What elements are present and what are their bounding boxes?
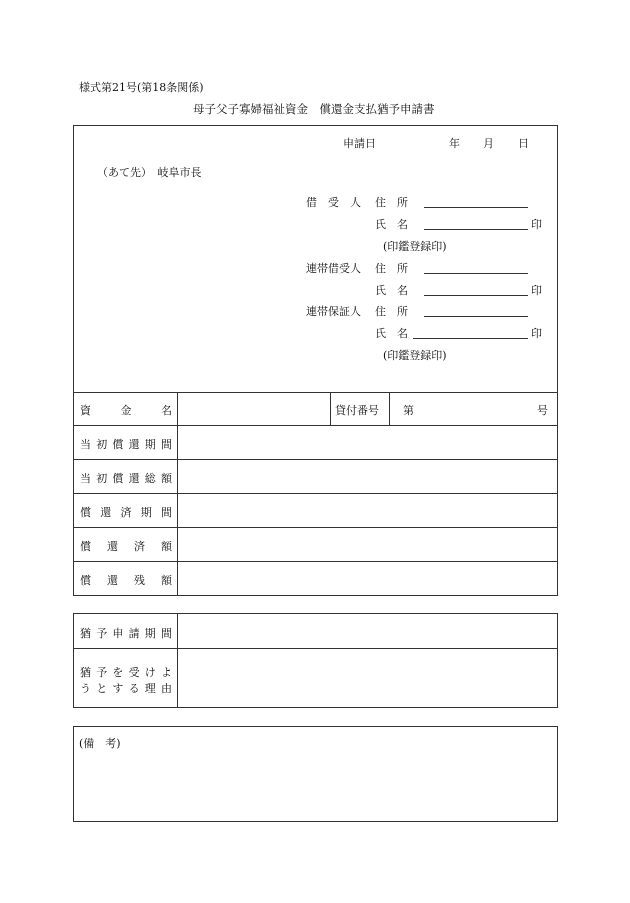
joint-borrower-address-field[interactable] — [424, 273, 528, 274]
application-date-label: 申請日 — [343, 137, 376, 150]
date-day-label: 日 — [518, 137, 529, 150]
addressee: （あて先） 岐阜市長 — [97, 166, 202, 179]
initial-repayment-total-label: 当 初 償 還 総 額 — [80, 472, 172, 485]
borrower-name-label: 氏 名 — [375, 218, 408, 231]
borrower-name-field[interactable] — [424, 229, 528, 230]
borrower-address-label: 住 所 — [375, 196, 408, 209]
initial-repayment-period-field[interactable] — [178, 426, 557, 458]
repaid-period-label: 償 還 済 期 間 — [80, 506, 172, 519]
fund-name-label: 資 金 名 — [80, 404, 172, 417]
deferment-reason-label-line2: う と す る 理 由 — [80, 682, 172, 695]
remaining-amount-label: 償 還 残 額 — [80, 574, 172, 587]
joint-borrower-name-field[interactable] — [424, 295, 528, 296]
borrower-label: 借 受 人 — [306, 196, 361, 209]
date-month-label: 月 — [483, 137, 494, 150]
deferment-period-field[interactable] — [178, 614, 557, 647]
initial-repayment-period-label: 当 初 償 還 期 間 — [80, 438, 172, 451]
deferment-reason-field[interactable] — [178, 649, 557, 707]
joint-borrower-address-label: 住 所 — [375, 262, 408, 275]
repaid-period-field[interactable] — [178, 494, 557, 526]
initial-repayment-total-field[interactable] — [178, 460, 557, 492]
loan-number-field[interactable] — [390, 393, 557, 424]
borrower-address-field[interactable] — [424, 207, 528, 208]
remarks-label: (備 考) — [79, 737, 121, 750]
fund-name-field[interactable] — [178, 393, 329, 424]
guarantor-label: 連帯保証人 — [306, 305, 361, 318]
deferment-period-label: 猶 予 申 請 期 間 — [80, 627, 172, 640]
joint-borrower-seal-mark: 印 — [531, 284, 542, 297]
loan-number-prefix: 第 — [403, 404, 414, 417]
guarantor-address-label: 住 所 — [375, 305, 408, 318]
guarantor-name-field[interactable] — [413, 338, 528, 339]
guarantor-seal-note: (印鑑登録印) — [383, 349, 447, 362]
joint-borrower-label: 連帯借受人 — [306, 262, 361, 275]
borrower-seal-note: (印鑑登録印) — [383, 240, 447, 253]
remarks-box[interactable] — [73, 726, 558, 822]
loan-number-suffix: 号 — [537, 404, 548, 417]
date-year-label: 年 — [449, 137, 460, 150]
guarantor-seal-mark: 印 — [531, 327, 542, 340]
joint-borrower-name-label: 氏 名 — [375, 284, 408, 297]
guarantor-address-field[interactable] — [424, 316, 528, 317]
borrower-seal-mark: 印 — [531, 218, 542, 231]
form-number: 様式第21号(第18条関係) — [79, 81, 204, 94]
table-column-divider — [330, 392, 331, 425]
loan-number-label: 貸付番号 — [335, 404, 379, 417]
remaining-amount-field[interactable] — [178, 562, 557, 595]
guarantor-name-label: 氏 名 — [375, 327, 408, 340]
repaid-amount-label: 償 還 済 額 — [80, 540, 172, 553]
deferment-reason-label: 猶 予 を 受 け よ — [80, 666, 172, 679]
form-title: 母子父子寡婦福祉資金 償還金支払猶予申請書 — [193, 102, 435, 116]
repaid-amount-field[interactable] — [178, 528, 557, 560]
